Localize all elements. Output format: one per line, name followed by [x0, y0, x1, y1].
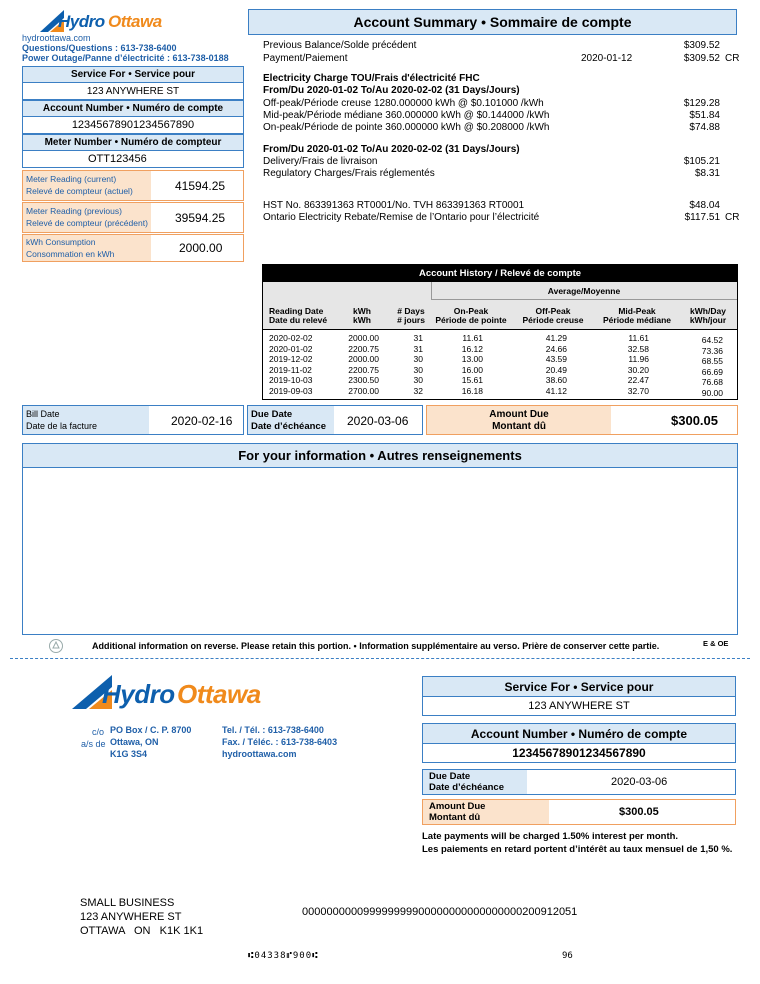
bill-date-label-en: Bill Date — [26, 409, 60, 419]
kwh-consumption-label-en: kWh Consumption — [26, 237, 96, 247]
midpeak-value: $51.84 — [689, 110, 720, 121]
meter-reading-previous-box — [22, 202, 244, 233]
amount-due-box — [426, 405, 738, 435]
table-row — [263, 354, 737, 364]
col-kd-fr: kWh/jour — [689, 315, 727, 325]
remit-service-for-box — [422, 676, 736, 716]
table-row — [263, 344, 737, 354]
rebate-label: Ontario Electricity Rebate/Remise de l’Ontario pour l’électricité — [263, 212, 540, 223]
remit-due-date-box — [422, 769, 736, 795]
offpeak-value: $129.28 — [683, 98, 720, 109]
onpeak-value: $74.88 — [689, 122, 720, 133]
remit-service-for-value: 123 ANYWHERE ST — [528, 700, 630, 712]
history-cell-off: 24.66 — [545, 343, 567, 354]
hydro-ottawa-logo-large — [72, 675, 282, 711]
meter-reading-current-value: 41594.25 — [175, 179, 226, 193]
info-title: For your information • Autres renseignements — [23, 444, 737, 468]
service-for-label: Service For • Service pour — [23, 67, 243, 83]
due-date-value: 2020-03-06 — [347, 414, 409, 428]
kwh-consumption-value: 2000.00 — [179, 241, 223, 255]
prev-balance-label: Previous Balance/Solde précédent — [263, 40, 417, 51]
col-kwh-fr: kWh — [353, 315, 371, 325]
due-date-label-fr: Date d’échéance — [251, 421, 326, 432]
delivery-label: Delivery/Frais de livraison — [263, 156, 378, 167]
history-cell-kd: 73.36 — [701, 345, 723, 356]
history-cell-off: 43.59 — [545, 354, 567, 364]
remit-amt-label-fr: Montant dû — [429, 812, 481, 823]
history-cell-kd: 68.55 — [701, 356, 723, 366]
hst-value: $48.04 — [689, 200, 720, 211]
account-number-value: 12345678901234567890 — [71, 119, 195, 131]
bill-date-box — [22, 405, 244, 435]
history-cell-on: 13.00 — [461, 354, 483, 364]
history-cell-kwh: 2200.75 — [348, 343, 379, 354]
bill-date-value: 2020-02-16 — [171, 414, 233, 428]
history-cell-days: 31 — [413, 333, 423, 343]
history-cell-date: 2020-02-02 — [269, 333, 313, 343]
service-for-box — [22, 66, 244, 100]
remit-due-value: 2020-03-06 — [611, 776, 668, 788]
history-rows — [263, 333, 737, 399]
mailing-address-line1: SMALL BUSINESS — [80, 897, 175, 909]
history-cell-kwh: 2000.00 — [348, 354, 379, 364]
micr-code-2: 96 — [562, 951, 573, 961]
meter-reading-previous-label-fr: Relevé de compteur (précédent) — [26, 218, 148, 228]
micr-code: ⑆04338⑈900⑆ — [248, 951, 319, 961]
history-cell-days: 30 — [413, 354, 423, 364]
due-date-box — [247, 405, 423, 435]
col-date-en: Reading Date — [269, 306, 324, 316]
elec-charge-title: Electricity Charge TOU/Frais d'électricité FHC — [263, 73, 480, 84]
remit-city: Ottawa, ON — [110, 737, 159, 747]
col-on-fr: Période de pointe — [435, 315, 507, 325]
history-cell-date: 2019-12-02 — [269, 354, 313, 364]
regulatory-value: $8.31 — [694, 168, 720, 179]
history-cell-days: 30 — [413, 364, 423, 375]
rebate-cr: CR — [725, 212, 740, 223]
remit-due-label-fr: Date d’échéance — [429, 782, 504, 793]
kwh-consumption-label-fr: Consommation en kWh — [26, 249, 115, 259]
meter-reading-current-label-en: Meter Reading (current) — [26, 174, 117, 184]
history-cell-kwh: 2200.75 — [348, 364, 379, 375]
remit-po-box: PO Box / C. P. 8700 — [110, 725, 192, 735]
history-cell-kd: 90.00 — [701, 387, 723, 398]
account-summary-body — [263, 40, 743, 230]
col-days-en: # Days — [397, 306, 425, 316]
remit-account-box — [422, 723, 736, 763]
remit-co: c/o — [92, 727, 105, 737]
col-date-fr: Date du relevé — [269, 315, 328, 325]
table-row — [263, 375, 737, 385]
payment-cr: CR — [725, 53, 740, 64]
logo-text-hydro: Hydro — [58, 12, 105, 31]
col-mid-fr: Période médiane — [602, 315, 672, 325]
history-cell-date: 2020-01-02 — [269, 343, 313, 354]
history-cell-kd: 64.52 — [701, 335, 723, 345]
history-cell-mid: 32.70 — [627, 385, 649, 396]
rebate-value: $117.51 — [684, 212, 720, 223]
amount-due-label-fr: Montant dû — [492, 421, 546, 432]
elec-charge-period: From/Du 2020-01-02 To/Au 2020-02-02 (31 Days/Jours) — [263, 85, 520, 96]
remit-postal: K1G 3S4 — [110, 749, 148, 759]
table-row — [263, 333, 737, 343]
history-avg-label: Average/Moyenne — [547, 286, 621, 296]
history-cell-kd: 66.69 — [701, 366, 723, 377]
contact-outage: Power Outage/Panne d’électricité : 613-738-0188 — [22, 53, 229, 63]
history-cell-mid: 22.47 — [627, 375, 649, 385]
meter-number-label: Meter Number • Numéro de compteur — [23, 135, 243, 151]
delivery-value: $105.21 — [683, 156, 720, 167]
remit-service-for-label: Service For • Service pour — [423, 677, 735, 697]
recycle-icon — [48, 638, 64, 654]
meter-number-value: OTT123456 — [88, 153, 147, 165]
bill-date-label-fr: Date de la facture — [26, 421, 98, 431]
late-note-fr: Les paiements en retard portent d’intérêt au taux mensuel de 1,50 %. — [422, 844, 733, 855]
logo-text-ottawa: Ottawa — [108, 12, 162, 31]
meter-number-box — [22, 134, 244, 168]
delivery-period: From/Du 2020-01-02 To/Au 2020-02-02 (31 Days/Jours) — [263, 144, 520, 155]
account-number-label: Account Number • Numéro de compte — [23, 101, 243, 117]
history-cell-days: 30 — [413, 375, 423, 385]
col-kd-en: kWh/Day — [690, 306, 726, 316]
scanline: 000000000099999999900000000000000000200912051 — [302, 906, 578, 918]
remit-fax: Fax. / Téléc. : 613-738-6403 — [222, 737, 338, 747]
account-number-box — [22, 100, 244, 134]
col-off-en: Off-Peak — [535, 306, 571, 316]
contact-website: hydroottawa.com — [22, 33, 91, 43]
prev-balance-value: $309.52 — [683, 40, 720, 51]
remit-amt-label-en: Amount Due — [429, 801, 486, 812]
eoe-note: E & OE — [703, 639, 729, 648]
col-mid-en: Mid-Peak — [618, 306, 656, 316]
history-cell-date: 2019-09-03 — [269, 385, 313, 396]
hst-label: HST No. 863391363 RT0001/No. TVH 863391363 RT0001 — [263, 200, 525, 211]
offpeak-label: Off-peak/Période creuse 1280.000000 kWh @ $0.101000 /kWh — [263, 98, 544, 109]
history-cell-date: 2019-10-03 — [269, 375, 313, 385]
info-section — [22, 443, 738, 635]
account-history-table — [262, 264, 738, 400]
logo-large-text-ottawa: Ottawa — [177, 679, 261, 709]
account-summary-title: Account Summary • Sommaire de compte — [248, 9, 737, 35]
remit-due-label-en: Due Date — [429, 771, 471, 782]
history-cell-mid: 11.61 — [628, 333, 649, 343]
history-cell-mid: 30.20 — [627, 364, 649, 375]
regulatory-label: Regulatory Charges/Frais réglementés — [263, 168, 435, 179]
account-history-title: Account History / Relevé de compte — [263, 265, 737, 282]
col-off-fr: Période creuse — [522, 315, 584, 325]
payment-value: $309.52 — [683, 53, 720, 64]
kwh-consumption-box — [22, 234, 244, 262]
remit-as-de: a/s de — [81, 739, 106, 749]
history-cell-days: 31 — [413, 343, 423, 354]
remit-web: hydroottawa.com — [222, 749, 297, 759]
history-cell-off: 41.12 — [545, 385, 567, 396]
retain-note: Additional information on reverse. Please retain this portion. • Information supplémentaire au verso. Prière de conserver cette partie. — [92, 641, 660, 651]
logo-large-text-hydro: Hydro — [102, 679, 175, 709]
meter-reading-previous-value: 39594.25 — [175, 211, 226, 225]
history-cell-date: 2019-11-02 — [269, 364, 312, 375]
tear-line — [10, 658, 750, 659]
due-date-label-en: Due Date — [251, 409, 293, 420]
meter-reading-current-box — [22, 170, 244, 201]
mailing-address-line3: OTTAWA ON K1K 1K1 — [80, 925, 204, 937]
remit-account-value: 12345678901234567890 — [512, 746, 646, 760]
amount-due-value: $300.05 — [671, 413, 718, 428]
remit-amount-box — [422, 799, 736, 825]
col-kwh-en: kWh — [353, 306, 371, 316]
meter-reading-current-label-fr: Relevé de compteur (actuel) — [26, 186, 133, 196]
history-cell-on: 16.12 — [461, 343, 483, 354]
remit-amt-value: $300.05 — [619, 806, 659, 818]
history-cell-on: 16.18 — [461, 385, 483, 396]
late-note-en: Late payments will be charged 1.50% interest per month. — [422, 831, 679, 842]
hydro-ottawa-logo — [40, 10, 200, 32]
col-days-fr: # jours — [397, 315, 425, 325]
remit-account-label: Account Number • Numéro de compte — [423, 724, 735, 744]
table-row — [263, 386, 737, 396]
history-cell-on: 15.61 — [461, 375, 483, 385]
history-cell-kd: 76.68 — [701, 377, 723, 387]
payment-label: Payment/Paiement — [263, 53, 348, 64]
payment-date: 2020-01-12 — [581, 53, 633, 64]
col-on-en: On-Peak — [453, 306, 489, 316]
history-cell-kwh: 2700.00 — [348, 385, 379, 396]
history-cell-off: 38.60 — [545, 375, 567, 385]
history-cell-off: 41.29 — [545, 333, 567, 343]
history-cell-days: 32 — [413, 385, 423, 396]
meter-reading-previous-label-en: Meter Reading (previous) — [26, 206, 122, 216]
history-cell-on: 16.00 — [461, 364, 483, 375]
amount-due-label-en: Amount Due — [489, 409, 549, 420]
history-cell-mid: 11.96 — [628, 354, 649, 364]
history-cell-kwh: 2300.50 — [348, 375, 379, 385]
history-cell-kwh: 2000.00 — [348, 333, 379, 343]
contact-questions: Questions/Questions : 613-738-6400 — [22, 43, 177, 53]
table-row — [263, 365, 737, 375]
onpeak-label: On-peak/Période de pointe 360.000000 kWh @ $0.208000 /kWh — [263, 122, 550, 133]
history-cell-on: 11.61 — [462, 333, 483, 343]
midpeak-label: Mid-peak/Période médiane 360.000000 kWh @ $0.144000 /kWh — [263, 110, 550, 121]
mailing-address-line2: 123 ANYWHERE ST — [80, 911, 182, 923]
history-cell-off: 20.49 — [545, 364, 567, 375]
history-cell-mid: 32.58 — [627, 343, 649, 354]
remit-tel: Tel. / Tél. : 613-738-6400 — [222, 725, 324, 735]
service-for-value: 123 ANYWHERE ST — [86, 86, 180, 97]
history-header — [263, 282, 737, 330]
